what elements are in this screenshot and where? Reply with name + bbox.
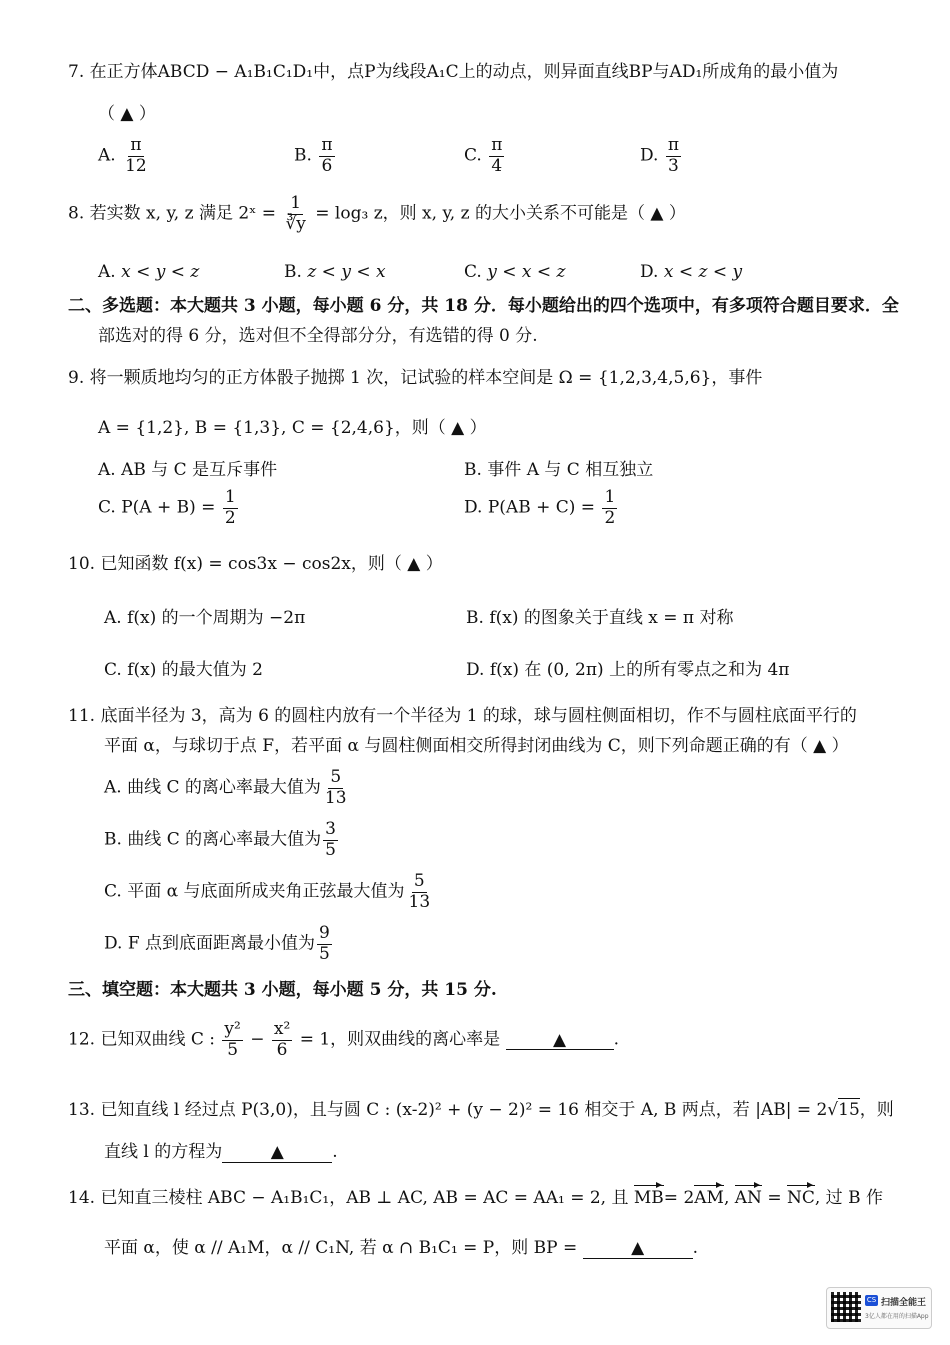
q9-option-b[interactable]: B. 事件 A 与 C 相互独立	[464, 460, 654, 480]
q13-text2: 直线 l 的方程为	[104, 1142, 223, 1162]
q8-post: = log₃ z，则 x, y, z 的大小关系不可能是（ ▲ ）	[315, 203, 686, 224]
q7-option-b[interactable]	[294, 136, 337, 176]
q7-stem: 在正方体ABCD − A₁B₁C₁D₁中，点P为线段A₁C上的动点，则异面直线BP与AD₁所成角的最小值为	[89, 62, 839, 82]
q12-fraction-x: $\frac{\text{x²}}{6}$	[273, 1019, 291, 1060]
q12-fraction-y: $\frac{\text{y²}}{5}$	[224, 1019, 241, 1060]
q9-option-c[interactable]: C. P(A + B) = $\frac{1}{2}$	[98, 487, 236, 528]
q10-option-b[interactable]: B. f(x) 的图象关于直线 x = π 对称	[466, 608, 734, 628]
q9-option-a[interactable]: A. AB 与 C 是互斥事件	[98, 460, 278, 480]
q13-root: 15	[838, 1100, 860, 1120]
q13-text1: 已知直线 l 经过点 P(3,0)，且与圆 C : (x-2)² + (y − 2)² = 16 相交于 A, B 两点，若 |AB| = 2√	[100, 1100, 839, 1120]
q13-line1	[68, 1100, 894, 1121]
q11-option-a-fraction: $\frac{5}{13}$	[324, 767, 347, 808]
q11-option-d-fraction: $\frac{9}{5}$	[319, 923, 330, 964]
q8-stem	[68, 194, 686, 234]
q11-text1: 底面半径为 3，高为 6 的圆柱内放有一个半径为 1 的球，球与圆柱侧面相切，作不与圆柱底面平行的	[100, 706, 857, 726]
q12-pre: 已知双曲线 C :	[100, 1029, 215, 1050]
q7-option-a-fraction: $\frac{\pi}{12}$	[125, 135, 147, 176]
q12-minus: −	[250, 1029, 265, 1050]
q8-number: 8.	[68, 203, 85, 224]
camscanner-logo-icon: CS	[866, 1296, 877, 1304]
q14-number: 14.	[68, 1188, 96, 1208]
q9-number: 9.	[68, 368, 85, 388]
q11-option-a[interactable]: A. 曲线 C 的离心率最大值为 $\frac{5}{13}$	[104, 767, 347, 808]
q14-vector-an: AN	[734, 1188, 762, 1208]
q7-option-b-fraction: $\frac{\pi}{6}$	[321, 135, 333, 176]
q7-mark: （ ▲ ）	[98, 104, 156, 124]
q8-option-c[interactable]: C. y < x < z	[464, 262, 566, 282]
q14-end: .	[692, 1238, 699, 1258]
q7-option-c-fraction: $\frac{\pi}{4}$	[491, 135, 503, 176]
qr-code-icon	[831, 1292, 861, 1322]
q14-vector-am: AM	[694, 1188, 724, 1208]
q14-comma: ,	[723, 1188, 730, 1208]
q11-option-b[interactable]: B. 曲线 C 的离心率最大值为 $\frac{3}{5}$	[104, 819, 336, 860]
q14-vector-nc: NC	[786, 1188, 815, 1208]
q7-option-a-label: A.	[98, 145, 116, 166]
q7-option-d[interactable]	[640, 136, 683, 176]
q12-stem	[68, 1020, 619, 1060]
q14-line1	[68, 1188, 883, 1209]
q11-line1	[68, 706, 857, 727]
q13-end: .	[332, 1142, 338, 1162]
q10-stem	[68, 554, 443, 575]
section3-heading: 三、填空题：本大题共 3 小题，每小题 5 分，共 15 分.	[68, 980, 497, 1000]
watermark-brand: 扫描全能王	[881, 1298, 927, 1308]
q12-number: 12.	[68, 1029, 96, 1050]
section2-heading: 二、多选题：本大题共 3 小题，每小题 6 分，共 18 分．每小题给出的四个选项中，有多项符合题目要求．全	[68, 296, 899, 316]
q10-text: 已知函数 f(x) = cos3x − cos2x，则（ ▲ ）	[100, 554, 443, 574]
q8-fraction: $\frac{1}{∛y}$	[285, 193, 306, 234]
q9-line1	[68, 368, 762, 389]
q8-option-d[interactable]: D. x < z < y	[640, 262, 743, 282]
watermark-tagline: 3亿人都在用的扫描App	[865, 1313, 929, 1320]
q14-line2	[104, 1238, 698, 1259]
q11-option-b-fraction: $\frac{3}{5}$	[325, 819, 336, 860]
q14-text1-end: , 过 B 作	[814, 1188, 883, 1208]
q7-option-b-label: B.	[294, 145, 312, 166]
q11-option-c[interactable]: C. 平面 α 与底面所成夹角正弦最大值为 $\frac{5}{13}$	[104, 871, 431, 912]
scanner-watermark	[826, 1287, 932, 1329]
q14-eq1: = 2	[663, 1188, 695, 1208]
q8-option-b[interactable]: B. z < y < x	[284, 262, 386, 282]
q8-pre: 若实数 x, y, z 满足 2ˣ =	[89, 203, 277, 224]
q14-eq2: =	[767, 1188, 782, 1208]
q12-post: = 1，则双曲线的离心率是	[299, 1029, 501, 1050]
q9-option-d-fraction: $\frac{1}{2}$	[604, 487, 616, 528]
q12-answer-blank[interactable]: ▲	[506, 1031, 614, 1051]
q7-option-a[interactable]	[98, 136, 151, 176]
q13-answer-blank[interactable]: ▲	[222, 1143, 332, 1163]
q9-option-c-fraction: $\frac{1}{2}$	[224, 487, 236, 528]
q14-text1: 已知直三棱柱 ABC − A₁B₁C₁，AB ⊥ AC, AB = AC = AA₁ = 2, 且	[100, 1188, 629, 1208]
q7-option-d-label: D.	[640, 145, 659, 166]
q11-option-d[interactable]: D. F 点到底面距离最小值为 $\frac{9}{5}$	[104, 923, 330, 964]
q13-line2	[104, 1142, 338, 1163]
q7-option-c[interactable]	[464, 136, 506, 176]
q8-option-a[interactable]: A. x < y < z	[98, 262, 200, 282]
q7-number: 7.	[68, 62, 85, 82]
q9-text1: 将一颗质地均匀的正方体骰子抛掷 1 次，记试验的样本空间是 Ω = {1,2,3,4,5,6}，事件	[89, 368, 763, 388]
q13-number: 13.	[68, 1100, 96, 1120]
q11-line2: 平面 α，与球切于点 F，若平面 α 与圆柱侧面相交所得封闭曲线为 C，则下列命题正确的有（ ▲ ）	[104, 736, 849, 756]
q14-answer-blank[interactable]: ▲	[583, 1239, 693, 1259]
q7-line1	[68, 62, 838, 83]
q10-option-c[interactable]: C. f(x) 的最大值为 2	[104, 660, 263, 680]
section2-note: 部选对的得 6 分，选对但不全得部分分，有选错的得 0 分.	[98, 326, 538, 346]
q12-end: .	[613, 1029, 619, 1050]
q7-option-c-label: C.	[464, 145, 482, 166]
q9-line2: A = {1,2}, B = {1,3}, C = {2,4,6}，则（ ▲ ）	[98, 418, 487, 438]
q10-option-d[interactable]: D. f(x) 在 (0, 2π) 上的所有零点之和为 4π	[466, 660, 790, 680]
q14-text2: 平面 α，使 α // A₁M，α // C₁N, 若 α ∩ B₁C₁ = P，则 BP =	[104, 1238, 578, 1258]
q11-number: 11.	[68, 706, 96, 726]
q10-option-a[interactable]: A. f(x) 的一个周期为 −2π	[104, 608, 306, 628]
q9-option-d[interactable]: D. P(AB + C) = $\frac{1}{2}$	[464, 487, 616, 528]
q10-number: 10.	[68, 554, 96, 574]
q11-option-c-fraction: $\frac{5}{13}$	[408, 871, 431, 912]
q14-vector-mb: MB	[633, 1188, 664, 1208]
q13-text1-end: ，则	[859, 1100, 894, 1120]
q7-option-d-fraction: $\frac{\pi}{3}$	[667, 135, 680, 176]
